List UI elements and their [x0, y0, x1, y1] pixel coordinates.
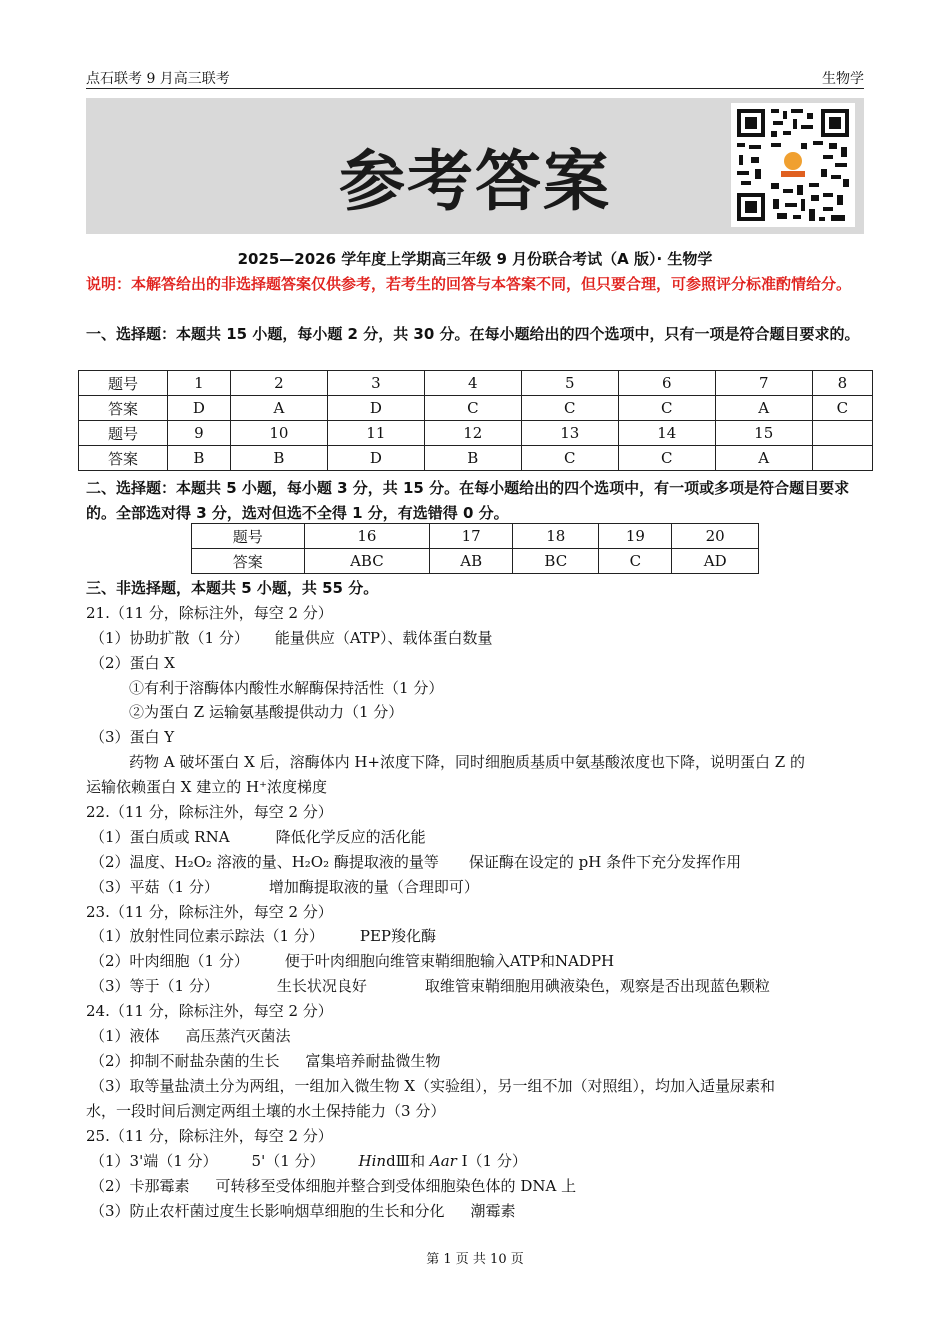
enzyme-name: Hin — [358, 1152, 387, 1170]
answer-text: Ⅰ（1 分） — [456, 1152, 527, 1170]
table-cell: 5 — [521, 371, 618, 396]
table-cell: 答案 — [79, 396, 168, 421]
document-title: 2025—2026 学年度上学期高三年级 9 月份联合考试（A 版）· 生物学 — [237, 250, 713, 268]
table-cell: B — [168, 446, 231, 471]
table-cell: 答案 — [79, 446, 168, 471]
answer-text: 潮霉素 — [470, 1202, 516, 1220]
table-cell — [812, 446, 872, 471]
table-cell: 12 — [424, 421, 521, 446]
table-cell: 10 — [230, 421, 327, 446]
q21-heading: 21.（11 分，除标注外，每空 2 分） — [86, 604, 333, 622]
section1-heading: 一、选择题：本题共 15 小题，每小题 2 分，共 30 分。在每小题给出的四个选项中，只有一项是符合题目要求的。 — [86, 325, 860, 343]
q25-part1 — [90, 1149, 527, 1173]
table-row — [79, 371, 873, 396]
q21-part3-line2: 运输依赖蛋白 X 建立的 H⁺浓度梯度 — [86, 778, 327, 796]
table-cell: 9 — [168, 421, 231, 446]
q21-part2: （2）蛋白 X — [90, 654, 175, 672]
table-cell: D — [168, 396, 231, 421]
table-cell: BC — [513, 549, 599, 574]
table-cell: 13 — [521, 421, 618, 446]
table-cell: 14 — [618, 421, 715, 446]
table-cell: B — [230, 446, 327, 471]
table-row — [192, 524, 759, 549]
table-cell: 3 — [327, 371, 424, 396]
answer-text: 增加酶提取液的量（合理即可） — [268, 878, 479, 896]
table-cell: 答案 — [192, 549, 305, 574]
q21-part3-line1: 药物 A 破坏蛋白 X 后，溶酶体内 H+浓度下降，同时细胞质基质中氨基酸浓度也下降，说明蛋白 Z 的 — [129, 753, 805, 771]
section2-heading: 二、选择题：本题共 5 小题，每小题 3 分，共 15 分。在每小题给出的四个选项中，有一项或多项是符合题目要求的。全部选对得 3 分，选对但选不全得 1 分，有选错得 0 分。 — [86, 479, 850, 522]
answer-text: （3）防止农杆菌过度生长影响烟草细胞的生长和分化 — [90, 1202, 445, 1220]
table-cell: A — [715, 446, 812, 471]
table-cell: 7 — [715, 371, 812, 396]
table-cell: 16 — [304, 524, 430, 549]
table-cell: D — [327, 446, 424, 471]
q21-part1 — [90, 626, 492, 650]
table-cell: D — [327, 396, 424, 421]
q21-part3: （3）蛋白 Y — [90, 728, 175, 746]
answer-banner — [86, 98, 864, 234]
answer-text: 富集培养耐盐微生物 — [305, 1052, 441, 1070]
table-cell: C — [618, 446, 715, 471]
page-footer: 第 1 页 共 10 页 — [426, 1252, 524, 1267]
table-cell: 19 — [599, 524, 672, 549]
q25-heading: 25.（11 分，除标注外，每空 2 分） — [86, 1127, 333, 1145]
answer-text: （1）协助扩散（1 分） — [90, 629, 249, 647]
table-cell: 6 — [618, 371, 715, 396]
table-cell: C — [521, 446, 618, 471]
q22-part3 — [90, 875, 479, 899]
table-cell: 15 — [715, 421, 812, 446]
enzyme-name: Aar — [429, 1152, 457, 1170]
q23-part3 — [90, 974, 770, 998]
qr-code-icon — [731, 103, 855, 227]
table-cell: 18 — [513, 524, 599, 549]
section2-answer-table — [191, 523, 759, 574]
table-cell: AB — [430, 549, 513, 574]
table-cell: 8 — [812, 371, 872, 396]
answer-text: （2）抑制不耐盐杂菌的生长 — [90, 1052, 280, 1070]
table-cell: C — [618, 396, 715, 421]
q24-heading: 24.（11 分，除标注外，每空 2 分） — [86, 1002, 333, 1020]
table-cell: A — [230, 396, 327, 421]
grading-note: 说明：本解答给出的非选择题答案仅供参考，若考生的回答与本答案不同，但只要合理，可参照评分标准酌情给分。 — [86, 275, 852, 293]
answer-text: （3）等于（1 分） — [90, 977, 219, 995]
table-cell: 2 — [230, 371, 327, 396]
table-row — [79, 396, 873, 421]
answer-text: （1）液体 — [90, 1027, 160, 1045]
table-cell: C — [812, 396, 872, 421]
table-cell: 题号 — [79, 371, 168, 396]
banner-title: 参考答案 — [339, 142, 611, 220]
table-cell: 17 — [430, 524, 513, 549]
answer-text: PEP羧化酶 — [359, 927, 436, 945]
q22-part1 — [90, 825, 426, 849]
answer-text: （1）放射性同位素示踪法（1 分） — [90, 927, 324, 945]
table-cell: 1 — [168, 371, 231, 396]
answer-text: dⅢ和 — [386, 1152, 430, 1170]
table-cell: C — [599, 549, 672, 574]
q23-part2 — [90, 949, 614, 973]
table-cell: 题号 — [192, 524, 305, 549]
section3-heading: 三、非选择题，本题共 5 小题，共 55 分。 — [86, 579, 379, 597]
answer-text: 可转移至受体细胞并整合到受体细胞染色体的 DNA 上 — [215, 1177, 577, 1195]
table-cell: 11 — [327, 421, 424, 446]
table-cell: 题号 — [79, 421, 168, 446]
q23-heading: 23.（11 分，除标注外，每空 2 分） — [86, 903, 333, 921]
q24-part3-line2: 水，一段时间后测定两组土壤的水土保持能力（3 分） — [86, 1102, 446, 1120]
table-cell: A — [715, 396, 812, 421]
answer-text: （3）平菇（1 分） — [90, 878, 219, 896]
q25-part3 — [90, 1199, 516, 1223]
table-cell: C — [424, 396, 521, 421]
answer-text: 降低化学反应的活化能 — [275, 828, 426, 846]
answer-text: 能量供应（ATP）、载体蛋白数量 — [274, 629, 493, 647]
q21-part2-ii: ②为蛋白 Z 运输氨基酸提供动力（1 分） — [129, 703, 404, 721]
answer-text: （2）叶肉细胞（1 分） — [90, 952, 249, 970]
table-cell: 20 — [672, 524, 759, 549]
answer-text: 5'（1 分） — [251, 1152, 325, 1170]
answer-text: （1）蛋白质或 RNA — [90, 828, 230, 846]
section1-answer-table — [78, 370, 873, 471]
answer-text: 生长状况良好 — [276, 977, 367, 995]
q24-part3-line1: （3）取等量盐渍土分为两组，一组加入微生物 X（实验组），另一组不加（对照组），均加入适量尿素和 — [90, 1077, 775, 1095]
table-cell: 4 — [424, 371, 521, 396]
answer-text: （2）卡那霉素 — [90, 1177, 190, 1195]
header-right: 生物学 — [822, 71, 864, 87]
q24-part1 — [90, 1024, 291, 1048]
answer-text: （2）温度、H₂O₂ 溶液的量、H₂O₂ 酶提取液的量等 — [90, 853, 439, 871]
table-cell: AD — [672, 549, 759, 574]
q22-heading: 22.（11 分，除标注外，每空 2 分） — [86, 803, 333, 821]
q23-part1 — [90, 924, 436, 948]
answer-text: 保证酶在设定的 pH 条件下充分发挥作用 — [468, 853, 742, 871]
table-row — [192, 549, 759, 574]
header-left: 点石联考 9 月高三联考 — [86, 71, 230, 87]
answer-text: （1）3'端（1 分） — [90, 1152, 218, 1170]
table-cell: C — [521, 396, 618, 421]
answer-text: 高压蒸汽灭菌法 — [185, 1027, 291, 1045]
header-rule — [86, 88, 864, 89]
table-row — [79, 446, 873, 471]
q22-part2 — [90, 850, 741, 874]
table-cell — [812, 421, 872, 446]
q21-part2-i: ①有利于溶酶体内酸性水解酶保持活性（1 分） — [129, 679, 444, 697]
q25-part2 — [90, 1174, 576, 1198]
table-row — [79, 421, 873, 446]
answer-text: 取维管束鞘细胞用碘液染色，观察是否出现蓝色颗粒 — [424, 977, 770, 995]
table-cell: ABC — [304, 549, 430, 574]
answer-text: 便于叶肉细胞向维管束鞘细胞输入ATP和NADPH — [284, 952, 615, 970]
q24-part2 — [90, 1049, 441, 1073]
table-cell: B — [424, 446, 521, 471]
